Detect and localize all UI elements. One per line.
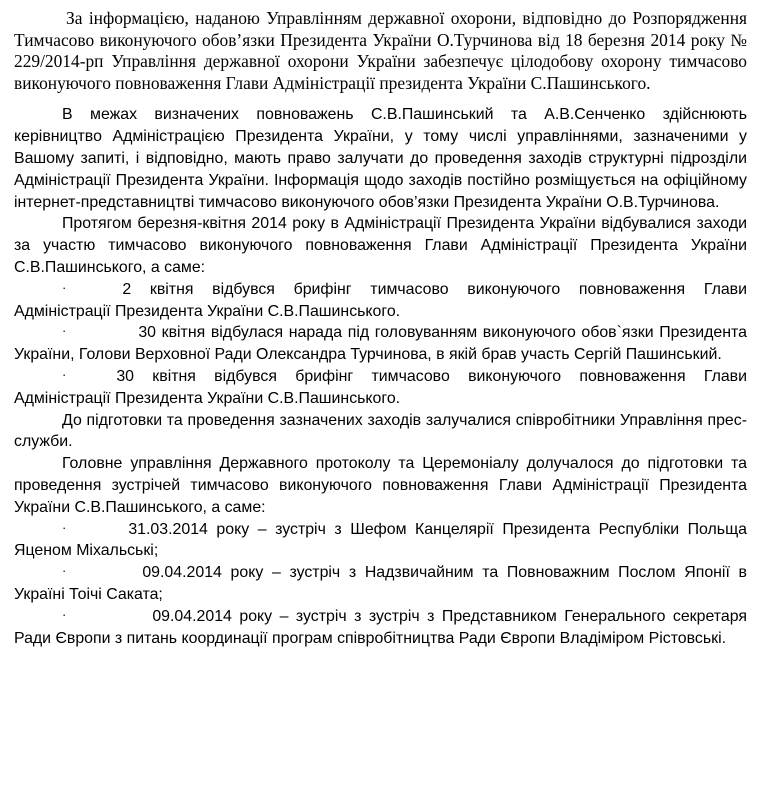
list-item-text: 30 квітня відбулася нарада під головуванням виконуючого обов`язки Президента України, Голови Верховної Ради Олександра Турчинова, в якій брав участь Сергій Пашинський.	[14, 324, 747, 364]
paragraph-press-service: До підготовки та проведення зазначених заходів залучалися співробітники Управління прес-служби.	[14, 411, 747, 451]
list-item	[14, 366, 747, 410]
list-item-text: 09.04.2014 року – зустріч з Надзвичайним та Повноважним Послом Японії в Україні Тоічі Саката;	[14, 564, 747, 603]
bullet-icon: ·	[62, 279, 67, 295]
list-item	[14, 562, 747, 606]
list-item	[14, 519, 747, 563]
main-section	[14, 104, 747, 649]
bullet-icon: ·	[62, 366, 67, 382]
paragraph-authority: В межах визначених повноважень С.В.Пашинський та А.В.Сенченко здійснюють керівництво Адміністрацією Президента України, у тому числі управліннями, зазначеними у Вашому запиті, і відповідно, мають право залучати до проведення заходів структурні підрозділи Адміністрації Президента України. Інформація щодо заходів постійно розміщується на офіційному інтернет-представництві тимчасово виконуючого обов’язки Президента України О.В.Турчинова.	[14, 106, 747, 211]
list-item	[14, 279, 747, 323]
list-item-text: 2 квітня відбувся брифінг тимчасово виконуючого повноваження Глави Адміністрації Президента України С.В.Пашинського.	[14, 280, 747, 320]
bullet-icon: ·	[62, 519, 67, 535]
bullet-icon: ·	[62, 563, 67, 579]
list-item-text: 31.03.2014 року – зустріч з Шефом Канцелярії Президента Республіки Польща Яценом Міхальські;	[14, 520, 747, 560]
paragraph-events-intro: Протягом березня-квітня 2014 року в Адміністрації Президента України відбувалися заходи за участю тимчасово виконуючого повноваження Глави Адміністрації Президента України С.В.Пашинського, а саме:	[14, 215, 747, 276]
intro-section	[14, 8, 747, 94]
list-item-text: 09.04.2014 року – зустріч з зустріч з Представником Генерального секретаря Ради Європи з питань координації програм співробітництва Ради Європи Владіміром Рістовські.	[14, 607, 747, 647]
intro-paragraph: За інформацією, наданою Управлінням державної охорони, відповідно до Розпорядження Тимчасово виконуючого обов’язки Президента України О.Турчинова від 18 березня 2014 року № 229/2014-рп Управління державної охорони України забезпечує цілодобову охорону тимчасово виконуючого повноваження Глави Адміністрації президента України С.Пашинського.	[14, 8, 747, 93]
bullet-icon: ·	[62, 606, 67, 622]
list-item	[14, 606, 747, 650]
list-item-text: 30 квітня відбувся брифінг тимчасово виконуючого повноваження Глави Адміністрації Президента України С.В.Пашинського.	[14, 367, 747, 407]
paragraph-protocol: Головне управління Державного протоколу та Церемоніалу долучалося до підготовки та проведення зустрічей тимчасово виконуючого повноваження Глави Адміністрації Президента України С.В.Пашинського, а саме:	[14, 455, 747, 516]
list-item	[14, 322, 747, 366]
bullet-icon: ·	[62, 323, 67, 339]
